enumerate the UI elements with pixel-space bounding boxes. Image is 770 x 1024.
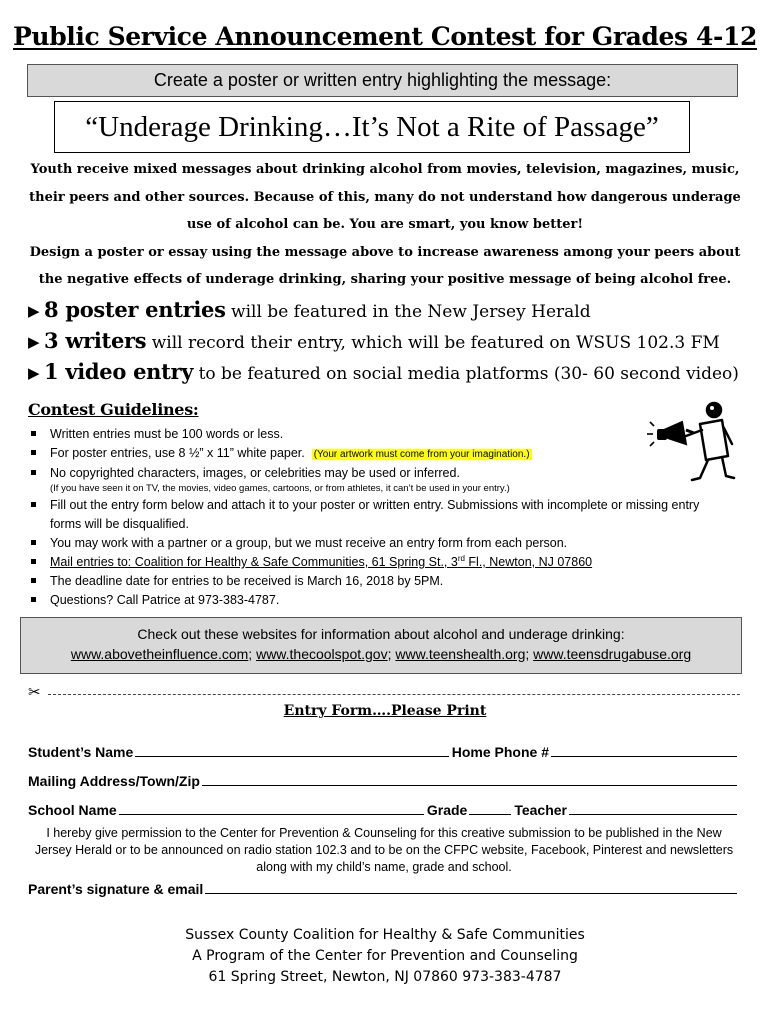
grade-field[interactable] xyxy=(469,814,511,815)
page-title: Public Service Announcement Contest for Grades 4-12 xyxy=(13,22,757,51)
school-name-field[interactable] xyxy=(119,814,424,815)
feature-text: will be featured in the New Jersey Herald xyxy=(225,302,591,322)
form-row-signature xyxy=(28,875,740,897)
highlighted-note: (Your artwork must come from your imagination.) xyxy=(313,449,530,460)
link-teensdrugabuse[interactable]: www.teensdrugabuse.org xyxy=(533,646,692,662)
feature-video-entry xyxy=(28,359,758,389)
mail-address: Mail entries to: Coalition for Healthy & Safe Communities, 61 Spring St., 3rd Fl., Newton, NJ 07860 xyxy=(50,553,593,569)
list-item: The deadline date for entries to be received is March 16, 2018 by 5PM. xyxy=(30,572,720,591)
websites-box xyxy=(20,617,742,674)
grade-label: Grade xyxy=(426,802,468,818)
permission-statement: I hereby give permission to the Center for Prevention & Counseling for this creative submission to be published in the New Jersey Herald or to be announced on radio station 102.3 and to be on the CFPC website, Facebook, Pinterest and newsletters along with my child’s name, grade and school. xyxy=(34,826,734,874)
instruction-banner xyxy=(27,64,738,97)
student-name-field[interactable] xyxy=(135,756,448,757)
intro-text xyxy=(24,156,746,294)
feature-count: 8 poster entries xyxy=(44,297,226,322)
feature-text: will record their entry, which will be featured on WSUS 102.3 FM xyxy=(146,333,720,353)
school-name-label: School Name xyxy=(28,802,117,818)
footer xyxy=(0,925,770,988)
websites-intro: Check out these websites for information about alcohol and underage drinking: xyxy=(137,626,625,642)
feature-count: 1 video entry xyxy=(44,359,194,384)
list-item: Written entries must be 100 words or less. xyxy=(30,425,720,444)
list-item: For poster entries, use 8 ½” x 11” white paper. (Your artwork must come from your imagination.) xyxy=(30,444,720,464)
mailing-address-label: Mailing Address/Town/Zip xyxy=(28,773,200,789)
list-item: No copyrighted characters, images, or celebrities may be used or inferred. (If you have seen it on TV, the movies, video games, cartoons, or from athletes, it can’t be used in your entry.) xyxy=(30,464,720,496)
feature-poster-entries xyxy=(28,297,758,327)
intro-paragraph-1: Youth receive mixed messages about drinking alcohol from movies, television, magazines, music, their peers and other sources. Because of this, many do not understand how dangerous underage use of alcohol can be. You are smart, you know better! xyxy=(29,162,741,232)
list-item: Questions? Call Patrice at 973-383-4787. xyxy=(30,591,720,610)
play-arrow-icon: ▶ xyxy=(28,333,40,351)
scissors-icon: ✂ xyxy=(28,684,41,701)
footer-org: Sussex County Coalition for Healthy & Safe Communities xyxy=(185,927,585,943)
play-arrow-icon: ▶ xyxy=(28,364,40,382)
theme-message: “Underage Drinking…It’s Not a Rite of Passage” xyxy=(85,110,659,143)
parent-signature-label: Parent’s signature & email xyxy=(28,881,204,897)
form-row-address xyxy=(28,767,740,789)
intro-paragraph-2: Design a poster or essay using the message above to increase awareness among your peers about the negative effects of underage drinking, sharing your positive message of being alcohol free. xyxy=(29,244,741,287)
parent-signature-field[interactable] xyxy=(205,893,737,894)
feature-text: to be featured on social media platforms (30- 60 second video) xyxy=(193,364,739,384)
link-abovetheinfluence[interactable]: www.abovetheinfluence.com xyxy=(70,646,249,662)
guidelines-list xyxy=(30,425,720,610)
form-row-name-phone xyxy=(28,738,740,760)
cut-line xyxy=(28,684,740,702)
guidelines-heading: Contest Guidelines: xyxy=(28,400,199,419)
list-item: Fill out the entry form below and attach it to your poster or written entry. Submissions with incomplete or missing entry forms will be disqualified. xyxy=(30,496,720,534)
entry-form-heading: Entry Form….Please Print xyxy=(283,703,487,719)
list-item xyxy=(30,553,720,572)
feature-count: 3 writers xyxy=(44,328,147,353)
form-row-school xyxy=(28,796,740,818)
home-phone-field[interactable] xyxy=(551,756,737,757)
link-thecoolspot[interactable]: www.thecoolspot.gov xyxy=(256,646,388,662)
theme-message-box xyxy=(54,101,690,153)
mailing-address-field[interactable] xyxy=(202,785,737,786)
feature-writers xyxy=(28,328,758,358)
list-item: You may work with a partner or a group, but we must receive an entry form from each person. xyxy=(30,534,720,553)
footer-address: 61 Spring Street, Newton, NJ 07860 973-383-4787 xyxy=(208,969,562,985)
home-phone-label: Home Phone # xyxy=(451,744,549,760)
copyright-note: (If you have seen it on TV, the movies, video games, cartoons, or from athletes, it can’t be used in your entry.) xyxy=(50,483,510,494)
teacher-label: Teacher xyxy=(514,802,567,818)
websites-links: www.abovetheinfluence.com; www.thecoolspot.gov; www.teenshealth.org; www.teensdrugabuse.org xyxy=(70,646,692,662)
play-arrow-icon: ▶ xyxy=(28,302,40,320)
student-name-label: Student’s Name xyxy=(28,744,134,760)
instruction-text: Create a poster or written entry highlighting the message: xyxy=(153,70,612,90)
dashed-divider xyxy=(48,694,740,695)
teacher-field[interactable] xyxy=(569,814,737,815)
footer-program: A Program of the Center for Prevention and Counseling xyxy=(192,948,578,964)
link-teenshealth[interactable]: www.teenshealth.org xyxy=(395,646,526,662)
